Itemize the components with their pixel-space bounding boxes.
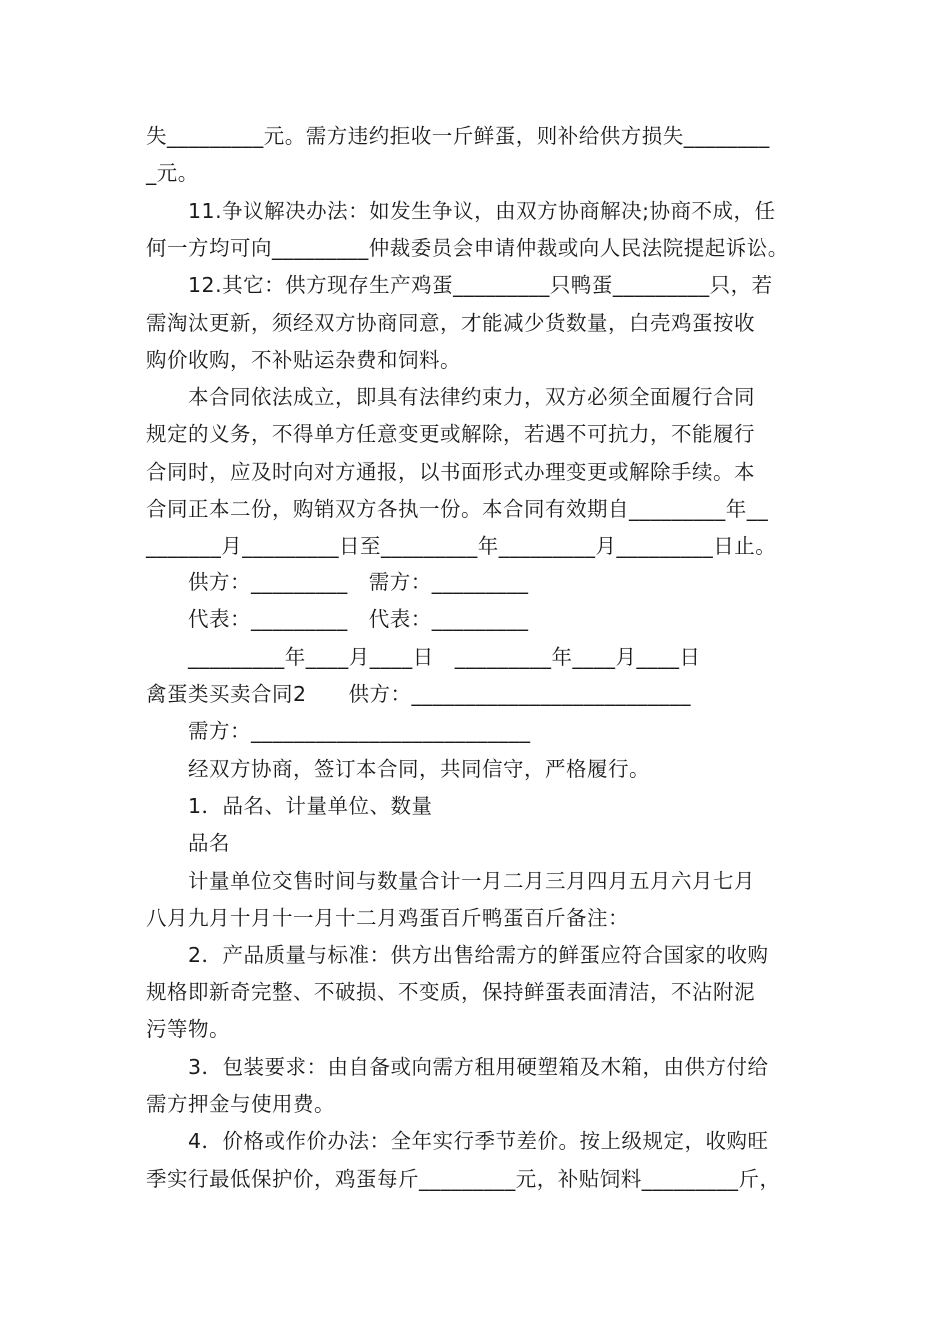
text-line: 需淘汰更新，须经双方协商同意，才能减少货数量，白壳鸡蛋按收 (146, 311, 755, 335)
section-heading: 1．品名、计量单位、数量 (188, 794, 433, 818)
text-line: 合同时，应及时向对方通报，以书面形式办理变更或解除手续。本 (146, 460, 755, 484)
text-line: 11.争议解决办法：如发生争议，由双方协商解决;协商不成，任 (188, 199, 776, 223)
signature-line-representatives: 代表：_________ 代表：_________ (188, 607, 529, 631)
contract-2-heading: 禽蛋类买卖合同2 供方：__________________________ (146, 682, 692, 706)
text-line: 合同正本二份，购销双方各执一份。本合同有效期自_________年__ (146, 497, 769, 521)
text-line: 规格即新奇完整、不破损、不变质，保持鲜蛋表面清洁，不沾附泥 (146, 980, 755, 1004)
text-line: 需方押金与使用费。 (146, 1092, 335, 1116)
text-line: 3．包装要求：由自备或向需方租用硬塑箱及木箱，由供方付给 (188, 1055, 769, 1079)
text-line: 季实行最低保护价，鸡蛋每斤_________元，补贴饲料_________斤， (146, 1167, 781, 1191)
text-line: 八月九月十月十一月十二月鸡蛋百斤鸭蛋百斤备注： (146, 906, 629, 930)
signature-line-dates: _________年____月____日 _________年____月____日 (188, 645, 701, 669)
text-line: 规定的义务，不得单方任意变更或解除，若遇不可抗力，不能履行 (146, 422, 755, 446)
text-line: 品名 (188, 831, 230, 855)
text-line: 计量单位交售时间与数量合计一月二月三月四月五月六月七月 (188, 869, 755, 893)
text-line: 需方：__________________________ (188, 719, 531, 743)
text-line: 本合同依法成立，即具有法律约束力，双方必须全面履行合同 (188, 385, 755, 409)
text-line: 何一方均可向_________仲裁委员会申请仲裁或向人民法院提起诉讼。 (146, 236, 789, 260)
text-line: 污等物。 (146, 1017, 230, 1041)
text-line: _元。 (146, 161, 199, 185)
text-line: _______月_________日至_________年_________月_________日止。 (146, 534, 777, 558)
text-line: 12.其它：供方现存生产鸡蛋_________只鸭蛋_________只，若 (188, 273, 773, 297)
text-line: 失_________元。需方违约拒收一斤鲜蛋，则补给供方损失________ (146, 124, 770, 148)
text-line: 4．价格或作价办法：全年实行季节差价。按上级规定，收购旺 (188, 1129, 769, 1153)
text-line: 购价收购，不补贴运杂费和饲料。 (146, 348, 461, 372)
text-line: 2．产品质量与标准：供方出售给需方的鲜蛋应符合国家的收购 (188, 943, 769, 967)
text-line: 经双方协商，签订本合同，共同信守，严格履行。 (188, 757, 650, 781)
signature-line-parties: 供方：_________ 需方：_________ (188, 570, 529, 594)
